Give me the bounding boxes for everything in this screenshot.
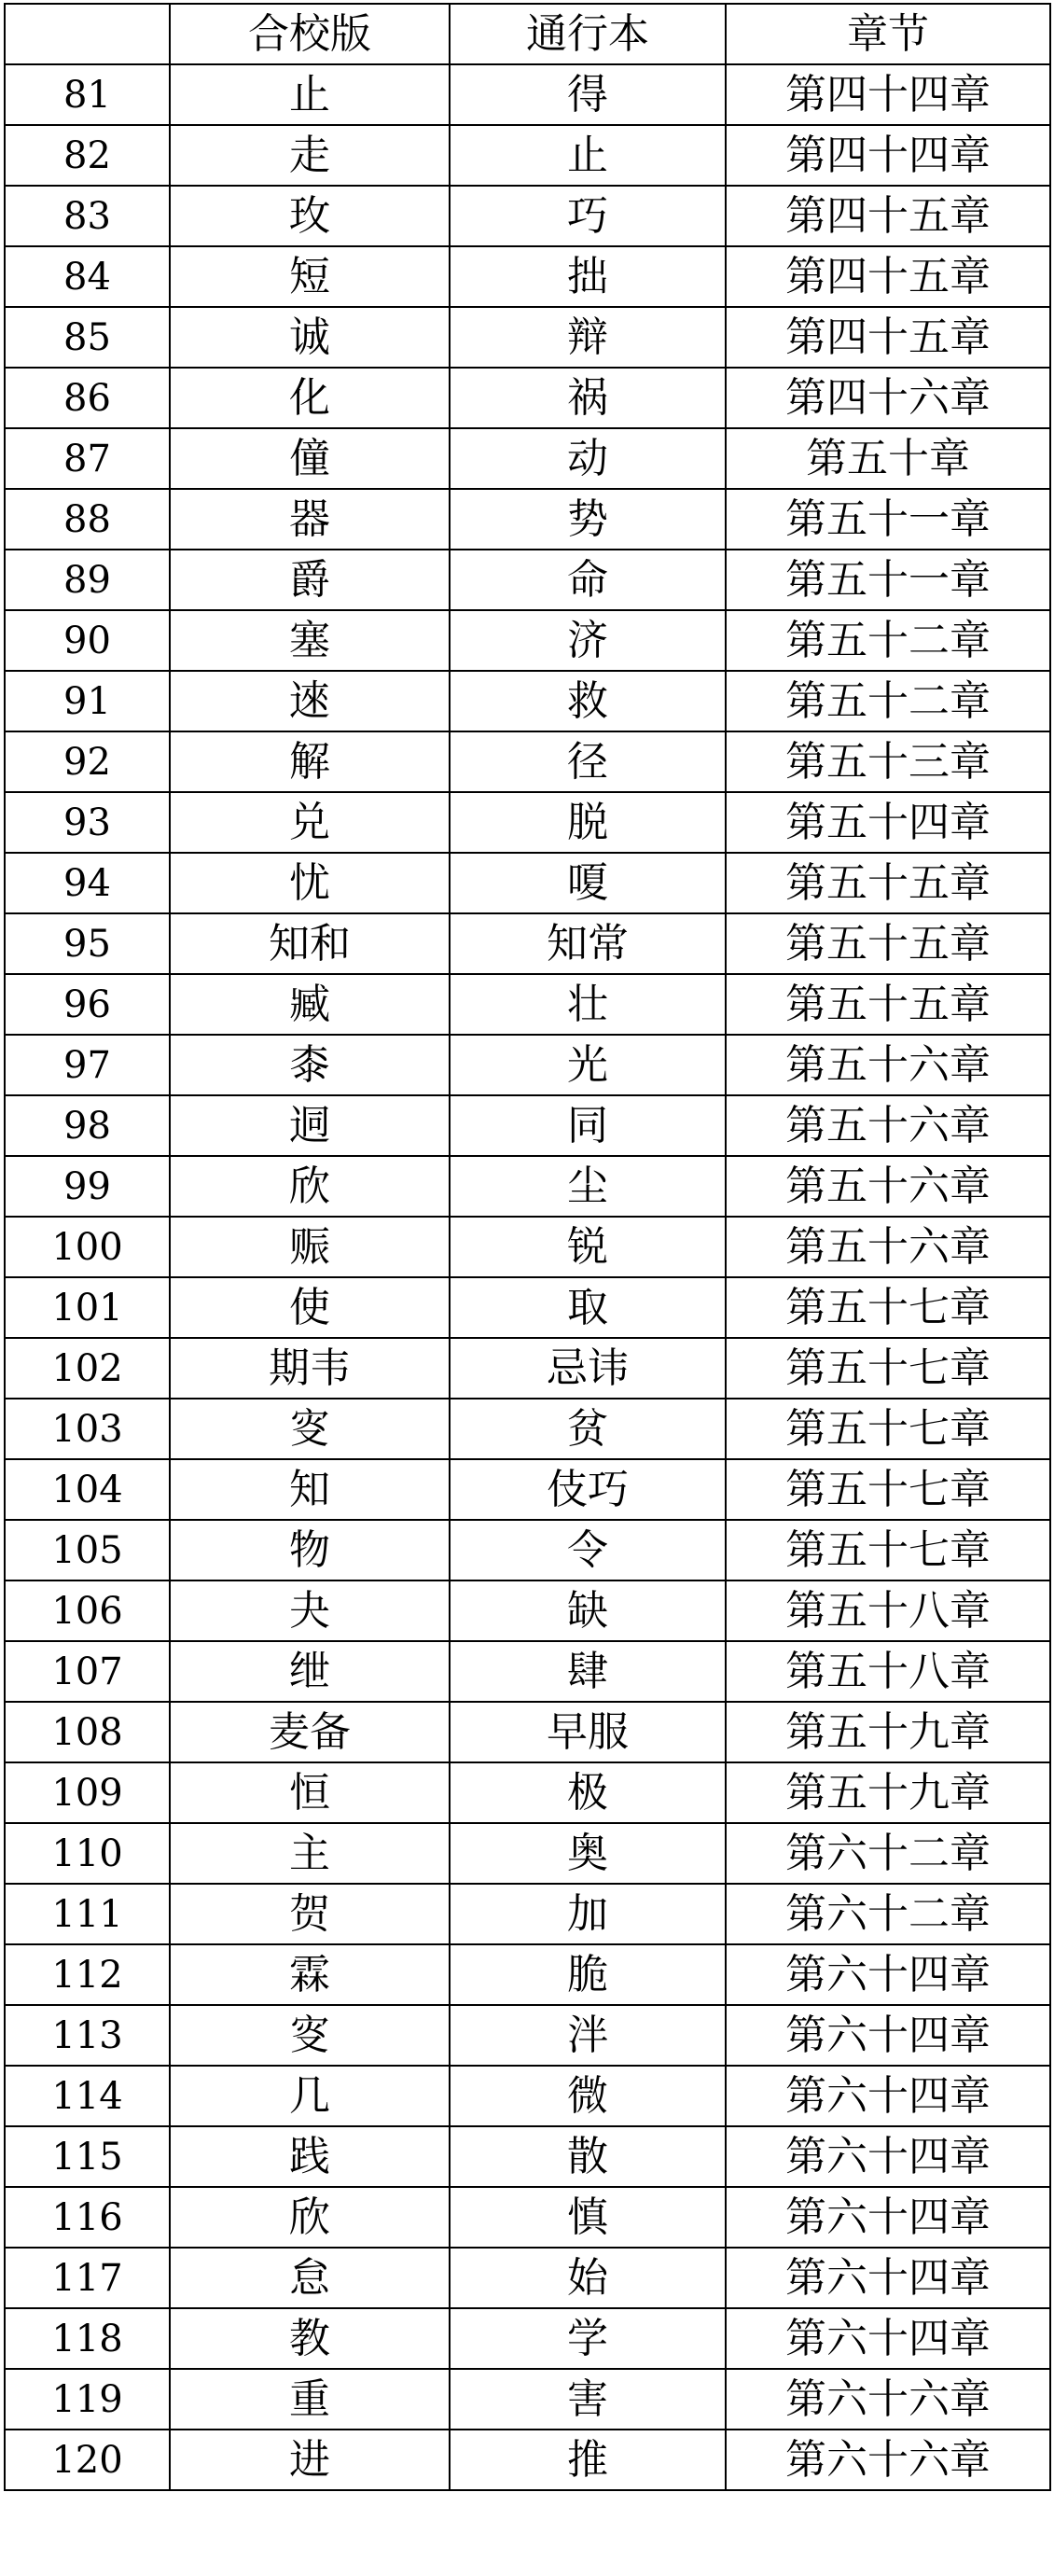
table-row (5, 1217, 1050, 1277)
tongxing-cell: 势 (450, 489, 726, 550)
table-row (5, 1277, 1050, 1338)
hexiao-cell: 怠 (170, 2248, 450, 2308)
header-chapter: 章节 (726, 4, 1050, 64)
table-row (5, 1459, 1050, 1520)
header-row (5, 4, 1050, 64)
row-index: 109 (5, 1762, 170, 1823)
chapter-cell: 第五十章 (726, 428, 1050, 489)
chapter-cell: 第四十五章 (726, 186, 1050, 246)
chapter-cell: 第五十八章 (726, 1580, 1050, 1641)
table-row (5, 64, 1050, 125)
row-index: 82 (5, 125, 170, 186)
hexiao-cell: 臧 (170, 974, 450, 1035)
table-row (5, 550, 1050, 610)
row-index: 104 (5, 1459, 170, 1520)
tongxing-cell: 尘 (450, 1156, 726, 1217)
table-row (5, 307, 1050, 368)
row-index: 106 (5, 1580, 170, 1641)
hexiao-cell: 重 (170, 2369, 450, 2430)
hexiao-cell: 止 (170, 64, 450, 125)
chapter-cell: 第五十六章 (726, 1156, 1050, 1217)
header-tongxing-edition: 通行本 (450, 4, 726, 64)
row-index: 90 (5, 610, 170, 671)
tongxing-cell: 贫 (450, 1399, 726, 1459)
hexiao-cell: 进 (170, 2430, 450, 2490)
row-index: 110 (5, 1823, 170, 1884)
row-index: 84 (5, 246, 170, 307)
chapter-cell: 第五十六章 (726, 1217, 1050, 1277)
row-index: 119 (5, 2369, 170, 2430)
hexiao-cell: 僮 (170, 428, 450, 489)
chapter-cell: 第五十七章 (726, 1277, 1050, 1338)
hexiao-cell: 走 (170, 125, 450, 186)
row-index: 97 (5, 1035, 170, 1095)
tongxing-cell: 径 (450, 731, 726, 792)
hexiao-cell: 使 (170, 1277, 450, 1338)
table-row (5, 610, 1050, 671)
table-row (5, 853, 1050, 913)
hexiao-cell: 桼 (170, 1035, 450, 1095)
chapter-cell: 第五十二章 (726, 671, 1050, 731)
tongxing-cell: 取 (450, 1277, 726, 1338)
chapter-cell: 第六十四章 (726, 2248, 1050, 2308)
row-index: 94 (5, 853, 170, 913)
hexiao-cell: 霖 (170, 1944, 450, 2005)
table-row (5, 974, 1050, 1035)
row-index: 89 (5, 550, 170, 610)
hexiao-cell: 教 (170, 2308, 450, 2369)
row-index: 115 (5, 2126, 170, 2187)
table-row (5, 2005, 1050, 2066)
table-row (5, 1702, 1050, 1762)
chapter-cell: 第四十五章 (726, 246, 1050, 307)
hexiao-cell: 期韦 (170, 1338, 450, 1399)
tongxing-cell: 微 (450, 2066, 726, 2126)
chapter-cell: 第六十六章 (726, 2430, 1050, 2490)
table-row (5, 913, 1050, 974)
tongxing-cell: 令 (450, 1520, 726, 1580)
chapter-cell: 第五十五章 (726, 853, 1050, 913)
header-index (5, 4, 170, 64)
table-row (5, 1641, 1050, 1702)
hexiao-cell: 逨 (170, 671, 450, 731)
tongxing-cell: 光 (450, 1035, 726, 1095)
hexiao-cell: 主 (170, 1823, 450, 1884)
table-row (5, 1944, 1050, 2005)
hexiao-cell: 夬 (170, 1580, 450, 1641)
row-index: 96 (5, 974, 170, 1035)
row-index: 93 (5, 792, 170, 853)
table-row (5, 1580, 1050, 1641)
table-row (5, 428, 1050, 489)
header-hexiao-edition: 合校版 (170, 4, 450, 64)
tongxing-cell: 加 (450, 1884, 726, 1944)
tongxing-cell: 命 (450, 550, 726, 610)
tongxing-cell: 慎 (450, 2187, 726, 2248)
table-row (5, 125, 1050, 186)
chapter-cell: 第五十七章 (726, 1399, 1050, 1459)
row-index: 88 (5, 489, 170, 550)
chapter-cell: 第五十二章 (726, 610, 1050, 671)
chapter-cell: 第四十六章 (726, 368, 1050, 428)
table-row (5, 2248, 1050, 2308)
row-index: 108 (5, 1702, 170, 1762)
table-row (5, 2369, 1050, 2430)
row-index: 116 (5, 2187, 170, 2248)
hexiao-cell: 玫 (170, 186, 450, 246)
hexiao-cell: 欣 (170, 2187, 450, 2248)
table-row (5, 246, 1050, 307)
hexiao-cell: 物 (170, 1520, 450, 1580)
row-index: 87 (5, 428, 170, 489)
tongxing-cell: 巧 (450, 186, 726, 246)
table-row (5, 186, 1050, 246)
row-index: 83 (5, 186, 170, 246)
table-body (5, 64, 1050, 2490)
table-row (5, 792, 1050, 853)
row-index: 102 (5, 1338, 170, 1399)
tongxing-cell: 忌讳 (450, 1338, 726, 1399)
chapter-cell: 第六十四章 (726, 2066, 1050, 2126)
row-index: 117 (5, 2248, 170, 2308)
tongxing-cell: 害 (450, 2369, 726, 2430)
table-row (5, 1762, 1050, 1823)
chapter-cell: 第五十一章 (726, 550, 1050, 610)
row-index: 105 (5, 1520, 170, 1580)
tongxing-cell: 脱 (450, 792, 726, 853)
tongxing-cell: 同 (450, 1095, 726, 1156)
chapter-cell: 第五十一章 (726, 489, 1050, 550)
hexiao-cell: 兑 (170, 792, 450, 853)
tongxing-cell: 嗄 (450, 853, 726, 913)
row-index: 85 (5, 307, 170, 368)
hexiao-cell: 爵 (170, 550, 450, 610)
row-index: 114 (5, 2066, 170, 2126)
chapter-cell: 第五十九章 (726, 1702, 1050, 1762)
hexiao-cell: 麦备 (170, 1702, 450, 1762)
row-index: 120 (5, 2430, 170, 2490)
hexiao-cell: 几 (170, 2066, 450, 2126)
tongxing-cell: 拙 (450, 246, 726, 307)
table-row (5, 731, 1050, 792)
chapter-cell: 第五十九章 (726, 1762, 1050, 1823)
table-row (5, 368, 1050, 428)
tongxing-cell: 散 (450, 2126, 726, 2187)
tongxing-cell: 壮 (450, 974, 726, 1035)
table-row (5, 2430, 1050, 2490)
chapter-cell: 第六十二章 (726, 1884, 1050, 1944)
chapter-cell: 第五十六章 (726, 1035, 1050, 1095)
chapter-cell: 第四十四章 (726, 125, 1050, 186)
chapter-cell: 第六十六章 (726, 2369, 1050, 2430)
comparison-table (4, 3, 1051, 2491)
table-row (5, 1520, 1050, 1580)
row-index: 107 (5, 1641, 170, 1702)
tongxing-cell: 缺 (450, 1580, 726, 1641)
tongxing-cell: 极 (450, 1762, 726, 1823)
table-row (5, 2187, 1050, 2248)
chapter-cell: 第四十四章 (726, 64, 1050, 125)
tongxing-cell: 始 (450, 2248, 726, 2308)
hexiao-cell: 恒 (170, 1762, 450, 1823)
tongxing-cell: 伎巧 (450, 1459, 726, 1520)
hexiao-cell: 践 (170, 2126, 450, 2187)
row-index: 86 (5, 368, 170, 428)
hexiao-cell: 忧 (170, 853, 450, 913)
table-row (5, 2066, 1050, 2126)
chapter-cell: 第五十三章 (726, 731, 1050, 792)
tongxing-cell: 推 (450, 2430, 726, 2490)
hexiao-cell: 知和 (170, 913, 450, 974)
tongxing-cell: 止 (450, 125, 726, 186)
table-row (5, 1823, 1050, 1884)
hexiao-cell: 贺 (170, 1884, 450, 1944)
chapter-cell: 第五十八章 (726, 1641, 1050, 1702)
table-row (5, 489, 1050, 550)
hexiao-cell: 塞 (170, 610, 450, 671)
row-index: 118 (5, 2308, 170, 2369)
table-row (5, 1884, 1050, 1944)
tongxing-cell: 肆 (450, 1641, 726, 1702)
hexiao-cell: 化 (170, 368, 450, 428)
tongxing-cell: 泮 (450, 2005, 726, 2066)
table-row (5, 1399, 1050, 1459)
chapter-cell: 第五十六章 (726, 1095, 1050, 1156)
chapter-cell: 第五十七章 (726, 1520, 1050, 1580)
row-index: 103 (5, 1399, 170, 1459)
table-row (5, 671, 1050, 731)
tongxing-cell: 奥 (450, 1823, 726, 1884)
chapter-cell: 第六十四章 (726, 2005, 1050, 2066)
row-index: 81 (5, 64, 170, 125)
table-row (5, 1035, 1050, 1095)
table-row (5, 2126, 1050, 2187)
row-index: 111 (5, 1884, 170, 1944)
row-index: 101 (5, 1277, 170, 1338)
row-index: 98 (5, 1095, 170, 1156)
tongxing-cell: 祸 (450, 368, 726, 428)
chapter-cell: 第六十四章 (726, 2126, 1050, 2187)
row-index: 92 (5, 731, 170, 792)
hexiao-cell: 知 (170, 1459, 450, 1520)
tongxing-cell: 早服 (450, 1702, 726, 1762)
chapter-cell: 第六十四章 (726, 2308, 1050, 2369)
hexiao-cell: 欣 (170, 1156, 450, 1217)
chapter-cell: 第五十七章 (726, 1459, 1050, 1520)
hexiao-cell: 短 (170, 246, 450, 307)
chapter-cell: 第五十五章 (726, 913, 1050, 974)
tongxing-cell: 救 (450, 671, 726, 731)
tongxing-cell: 锐 (450, 1217, 726, 1277)
row-index: 95 (5, 913, 170, 974)
chapter-cell: 第五十五章 (726, 974, 1050, 1035)
chapter-cell: 第六十四章 (726, 2187, 1050, 2248)
hexiao-cell: 器 (170, 489, 450, 550)
hexiao-cell: 赈 (170, 1217, 450, 1277)
chapter-cell: 第六十二章 (726, 1823, 1050, 1884)
chapter-cell: 第五十七章 (726, 1338, 1050, 1399)
tongxing-cell: 辩 (450, 307, 726, 368)
row-index: 99 (5, 1156, 170, 1217)
chapter-cell: 第四十五章 (726, 307, 1050, 368)
row-index: 113 (5, 2005, 170, 2066)
table-row (5, 2308, 1050, 2369)
tongxing-cell: 知常 (450, 913, 726, 974)
table-row (5, 1338, 1050, 1399)
hexiao-cell: 绁 (170, 1641, 450, 1702)
row-index: 112 (5, 1944, 170, 2005)
hexiao-cell: 诚 (170, 307, 450, 368)
hexiao-cell: 解 (170, 731, 450, 792)
chapter-cell: 第五十四章 (726, 792, 1050, 853)
tongxing-cell: 动 (450, 428, 726, 489)
row-index: 91 (5, 671, 170, 731)
chapter-cell: 第六十四章 (726, 1944, 1050, 2005)
tongxing-cell: 脆 (450, 1944, 726, 2005)
hexiao-cell: 叜 (170, 2005, 450, 2066)
table-row (5, 1095, 1050, 1156)
hexiao-cell: 叜 (170, 1399, 450, 1459)
tongxing-cell: 济 (450, 610, 726, 671)
hexiao-cell: 迵 (170, 1095, 450, 1156)
tongxing-cell: 学 (450, 2308, 726, 2369)
tongxing-cell: 得 (450, 64, 726, 125)
row-index: 100 (5, 1217, 170, 1277)
table-row (5, 1156, 1050, 1217)
